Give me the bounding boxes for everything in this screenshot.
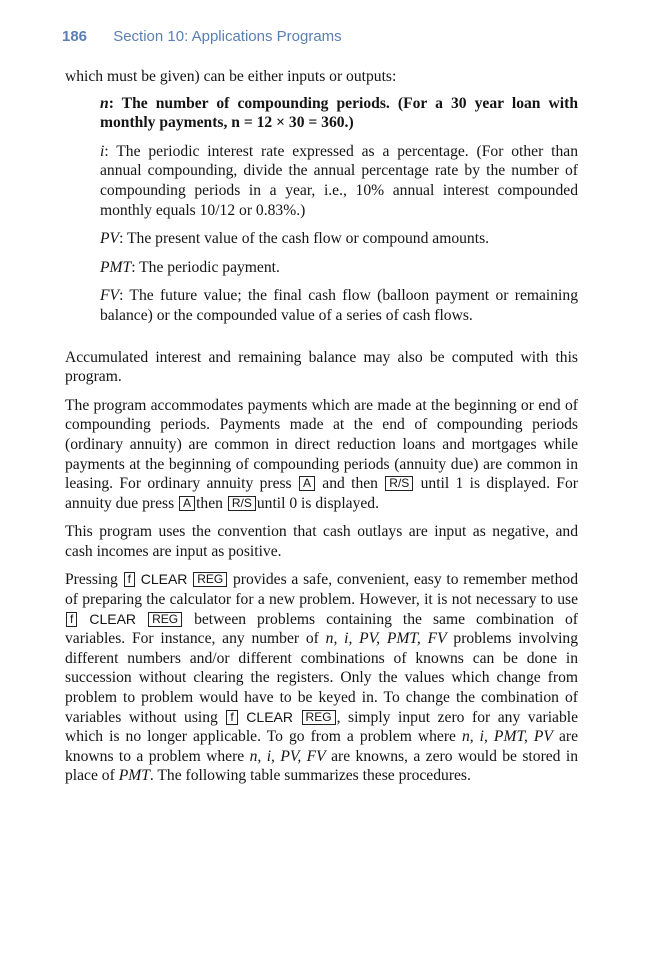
key-reg: REG <box>148 612 182 627</box>
key-reg: REG <box>193 572 227 587</box>
clear-label: CLEAR <box>89 610 137 627</box>
paragraph-accumulated-interest: Accumulated interest and remaining balance may also be computed with this program. <box>65 348 578 386</box>
definition-term: PMT <box>100 258 132 276</box>
intro-line: which must be given) can be either inputs or outputs: <box>65 68 397 85</box>
paragraph-payment-timing <box>65 396 578 514</box>
key-a: A <box>299 476 315 491</box>
definition-fv <box>100 286 578 325</box>
page-number: 186 <box>62 28 88 45</box>
paragraph-text: provides a safe, convenient, easy to remember method of preparing the calculator for a new problem. However, it is not necessary to use <box>65 571 579 609</box>
definition-term: n <box>100 94 109 112</box>
definition-term: FV <box>100 287 120 305</box>
definition-text: : The periodic interest rate expressed as a percentage. (For other than annual compounding, divide the annual percentage rate by the number of compounding periods in a year, i.e., 10% annual interest compounded monthly equals 10/12 or 0.83%.) <box>100 142 578 219</box>
clear-label: CLEAR <box>140 571 188 588</box>
paragraph-text: and then <box>322 475 378 493</box>
paragraph-text: then <box>196 494 223 512</box>
definition-text: : The future value; the final cash flow (balloon payment or remaining balance) or the compounded value of a series of cash flows. <box>100 287 578 324</box>
key-f: f <box>226 710 237 725</box>
paragraph-text: until 0 is displayed. <box>256 494 379 512</box>
paragraph-text: problems involving different numbers and/or different combinations of knowns can be done in succession without clearing the registers. Only the values which change from problem to problem would have to be keyed in. To change the combination of variables without using <box>65 630 578 726</box>
variable-list: n, i, PMT, PV <box>461 728 553 746</box>
definition-term: PV <box>100 230 120 248</box>
definition-i <box>100 142 578 220</box>
key-reg: REG <box>302 710 336 725</box>
key-f: f <box>124 572 135 587</box>
definition-pv <box>100 229 578 249</box>
paragraph-text: are knowns to a problem where <box>65 728 579 765</box>
paragraph-text: . The following table summarizes these procedures. <box>149 767 471 785</box>
definition-text: : The present value of the cash flow or compound amounts. <box>119 230 490 248</box>
definition-list <box>65 94 578 326</box>
definition-text: : The periodic payment. <box>131 258 280 276</box>
section-title: Section 10: Applications Programs <box>113 28 342 45</box>
definition-term: i <box>100 142 105 160</box>
definition-pmt <box>100 258 578 278</box>
paragraph-text: between problems containing the same combination of variables. For instance, any number of <box>65 610 578 648</box>
definition-n <box>100 94 578 133</box>
paragraph-text: The program accommodates payments which are made at the beginning or end of compounding periods. Payments made at the end of compounding periods (ordinary annuity) are common in direct reduction loans and mortgages while payments at the beginning of compounding periods (annuity due) are common in leasing. For ordinary annuity press <box>65 396 578 493</box>
key-a: A <box>179 496 195 511</box>
key-f: f <box>66 612 77 627</box>
variable-list: n, i, PV, FV <box>249 747 326 765</box>
paragraph-text: are knowns, a zero would be stored in place of <box>65 747 578 785</box>
paragraph-text: , simply input zero for any variable which is no longer applicable. To go from a problem where <box>65 708 579 746</box>
paragraph-sign-convention: This program uses the convention that cash outlays are input as negative, and cash incomes are input as positive. <box>65 523 578 560</box>
paragraph-clear-registers <box>65 570 578 786</box>
paragraph-text: until 1 is displayed. For annuity due press <box>65 475 578 512</box>
variable-list: PMT <box>118 767 150 785</box>
clear-label: CLEAR <box>246 708 293 725</box>
page-body <box>65 67 578 795</box>
variable-list: n, i, PV, PMT, FV <box>325 630 447 648</box>
definition-text: : The number of compounding periods. (For a 30 year loan with monthly payments, n = 12 × 30 = 360.) <box>100 94 578 132</box>
key-run-stop: R/S <box>385 476 413 491</box>
page-header <box>62 28 626 45</box>
paragraph-text: Pressing <box>65 571 118 589</box>
key-run-stop: R/S <box>228 496 256 511</box>
